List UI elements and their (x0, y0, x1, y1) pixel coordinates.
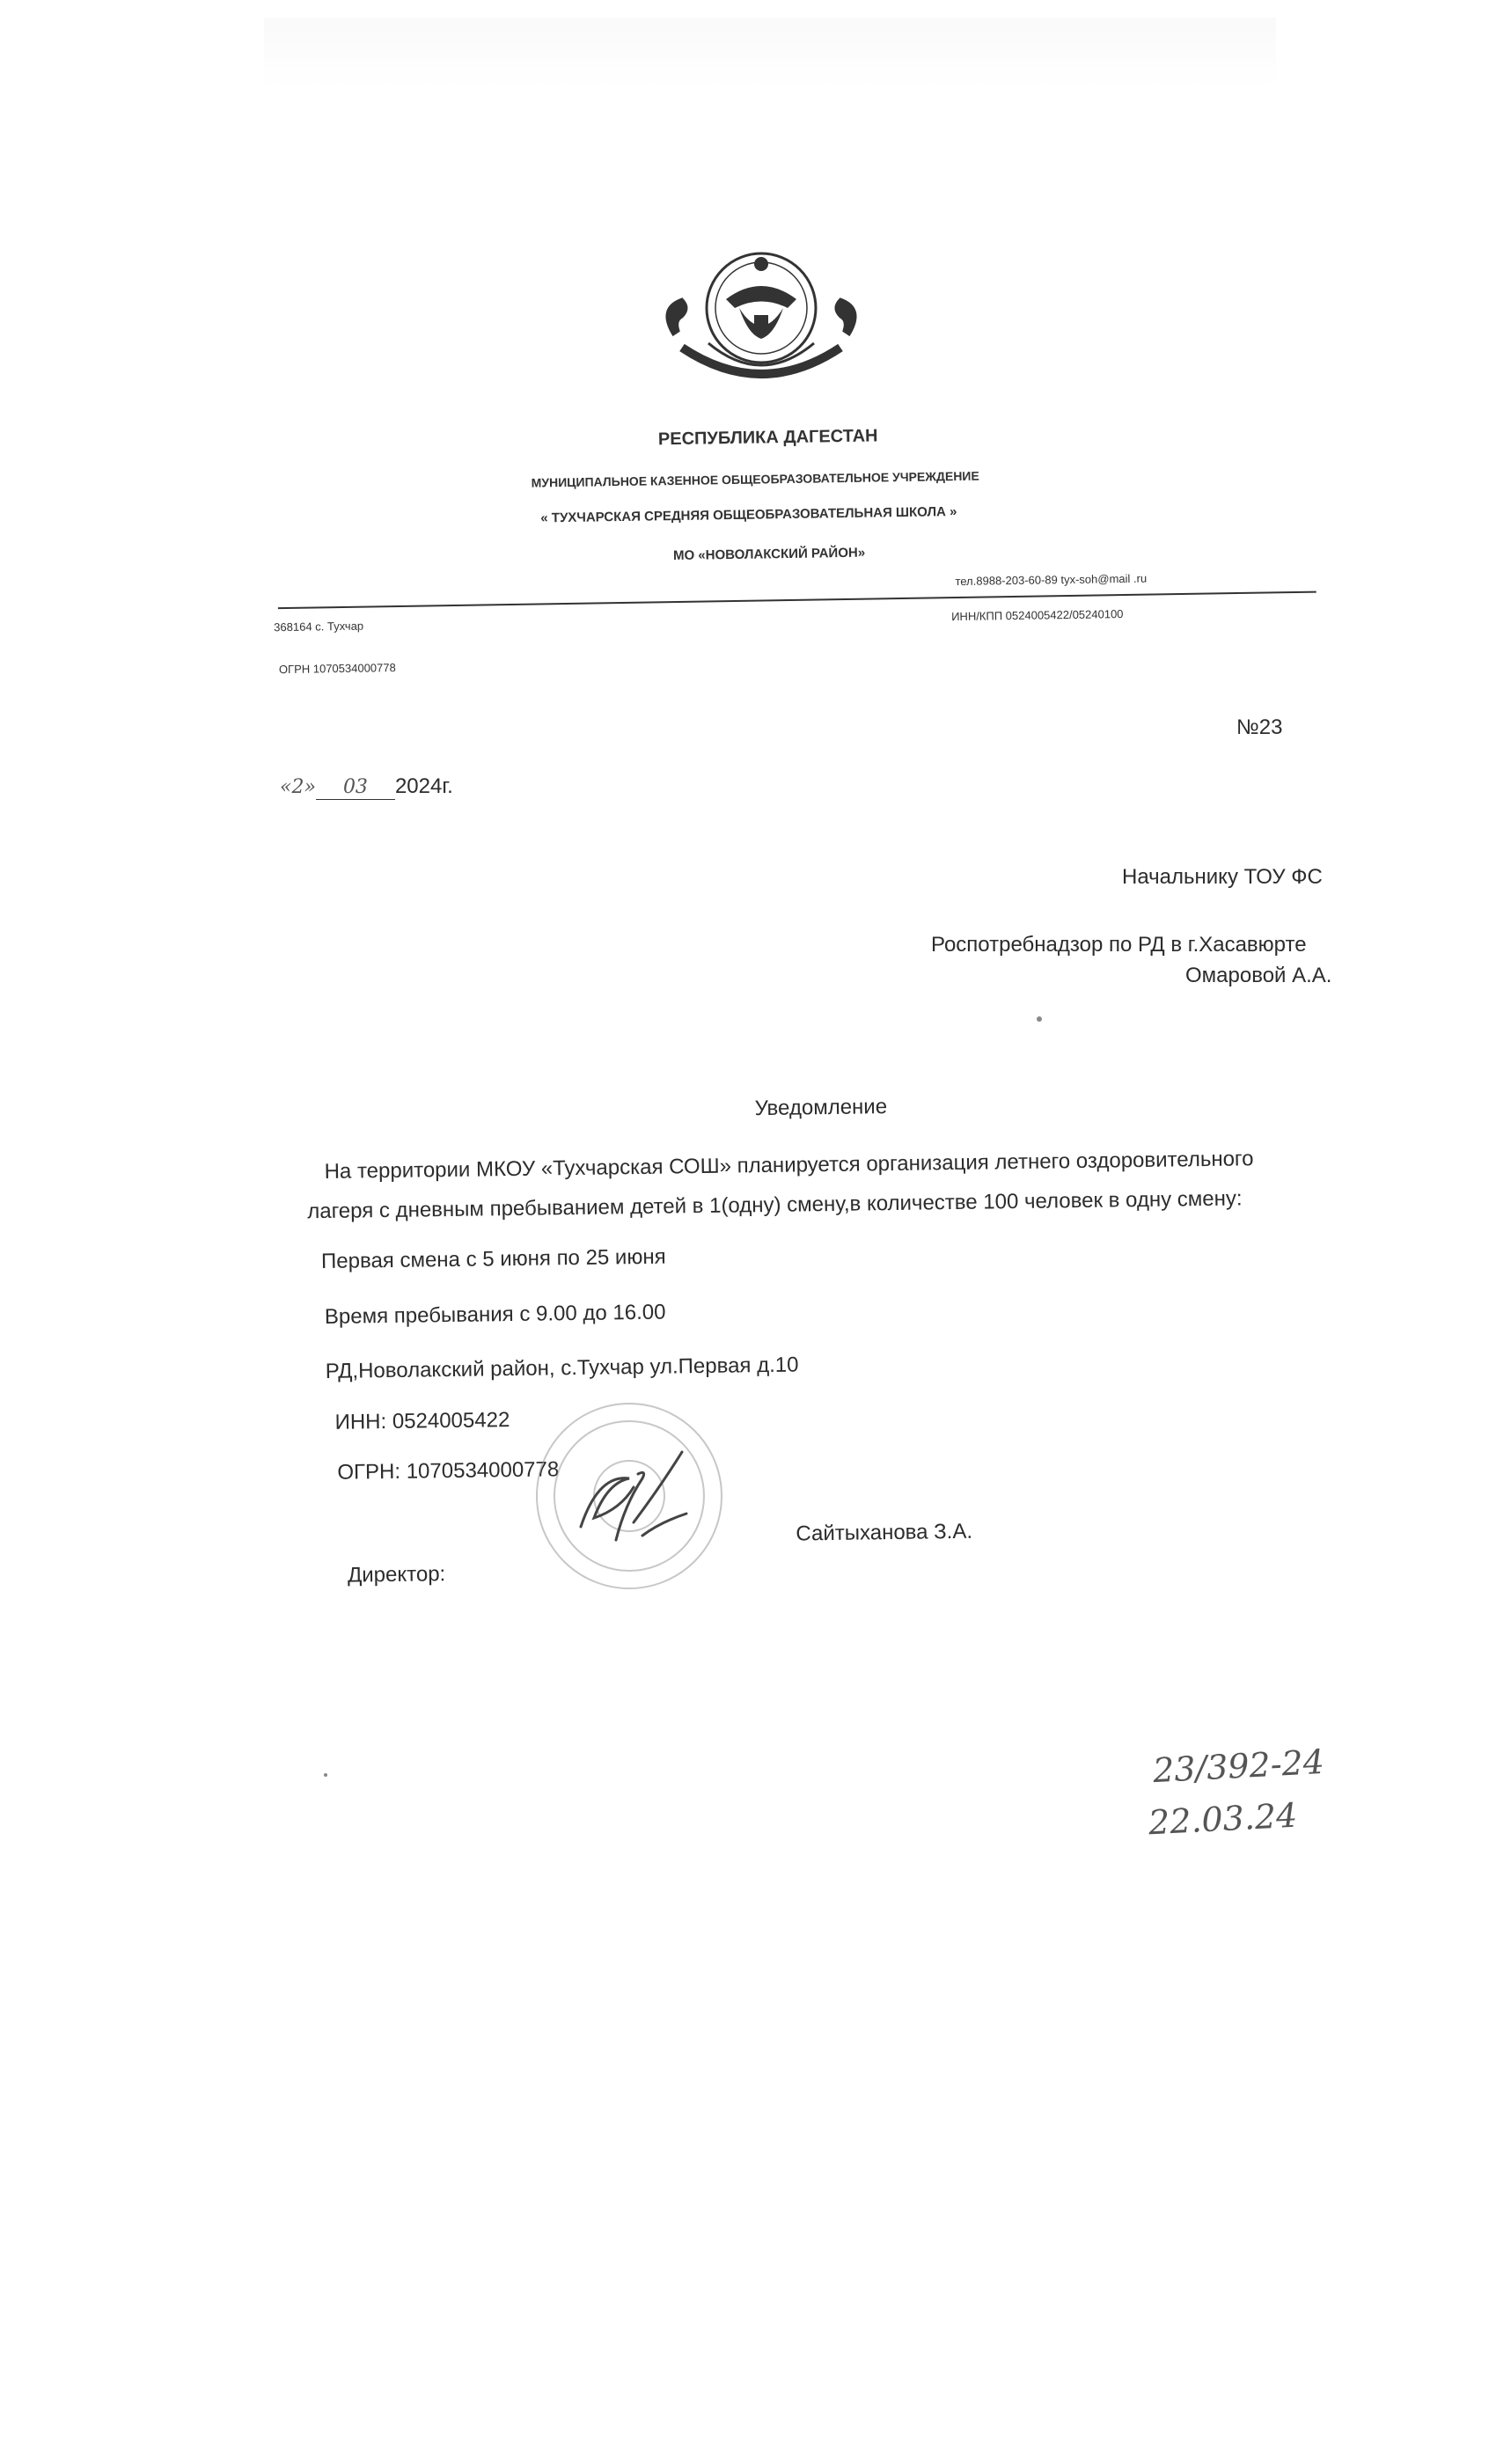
date-month-field (316, 774, 395, 800)
school-inn: ИНН: 0524005422 (334, 1408, 510, 1434)
director-signature (563, 1443, 704, 1558)
document-date (280, 774, 453, 800)
stay-hours: Время пребывания с 9.00 до 16.00 (324, 1300, 666, 1329)
scan-speck (1037, 1016, 1042, 1022)
date-month: 03 (342, 776, 368, 798)
recipient-line-1: Начальнику ТОУ ФС (1122, 865, 1323, 889)
shift-dates: Первая смена с 5 июня по 25 июня (320, 1244, 666, 1274)
signature-name: Сайтыханова З.А. (796, 1519, 973, 1546)
registration-date: 22.03.24 (1147, 1795, 1299, 1843)
document-number: №23 (1236, 715, 1283, 739)
letterhead-rule (278, 591, 1316, 610)
contact-info: тел.8988-203-60-89 tyx-soh@mail .ru (955, 571, 1148, 589)
scan-artifact (264, 18, 1276, 88)
recipient-line-2: Роспотребнадзор по РД в г.Хасавюрте (931, 933, 1307, 957)
date-close-quote: » (304, 776, 316, 798)
notice-paragraph-line-2: лагеря с дневным пребыванием детей в 1(одну) смену,в количестве 100 человек в одну смену: (307, 1186, 1243, 1224)
notice-paragraph-line-1: На территории МКОУ «Тухчарская СОШ» планируется организация летнего оздоровительного (324, 1147, 1254, 1184)
date-year: 2024г. (394, 774, 453, 798)
inn-kpp: ИНН/КПП 0524005422/05240100 (951, 607, 1124, 624)
coat-of-arms-emblem (656, 238, 867, 396)
district-name: МО «НОВОЛАКСКИЙ РАЙОН» (672, 545, 866, 564)
signature-role: Директор: (347, 1562, 446, 1588)
camp-address: РД,Новолакский район, с.Тухчар ул.Первая д.10 (325, 1353, 799, 1383)
date-day: 2 (291, 776, 304, 798)
scan-speck-2 (324, 1773, 327, 1777)
notice-title: Уведомление (754, 1095, 888, 1121)
registration-number: 23/392-24 (1151, 1742, 1325, 1791)
ogrn-header: ОГРН 1070534000778 (278, 661, 396, 677)
date-open-quote: « (280, 776, 292, 798)
institution-type: МУНИЦИПАЛЬНОЕ КАЗЕННОЕ ОБЩЕОБРАЗОВАТЕЛЬНОЕ УЧРЕЖДЕНИЕ (531, 468, 979, 490)
school-name: « ТУХЧАРСКАЯ СРЕДНЯЯ ОБЩЕОБРАЗОВАТЕЛЬНАЯ ШКОЛА » (540, 503, 957, 526)
republic-heading: РЕСПУБЛИКА ДАГЕСТАН (657, 426, 878, 450)
recipient-line-3: Омаровой А.А. (1185, 964, 1332, 987)
school-ogrn: ОГРН: 1070534000778 (337, 1457, 560, 1485)
school-address: 368164 с. Тухчар (274, 619, 364, 634)
